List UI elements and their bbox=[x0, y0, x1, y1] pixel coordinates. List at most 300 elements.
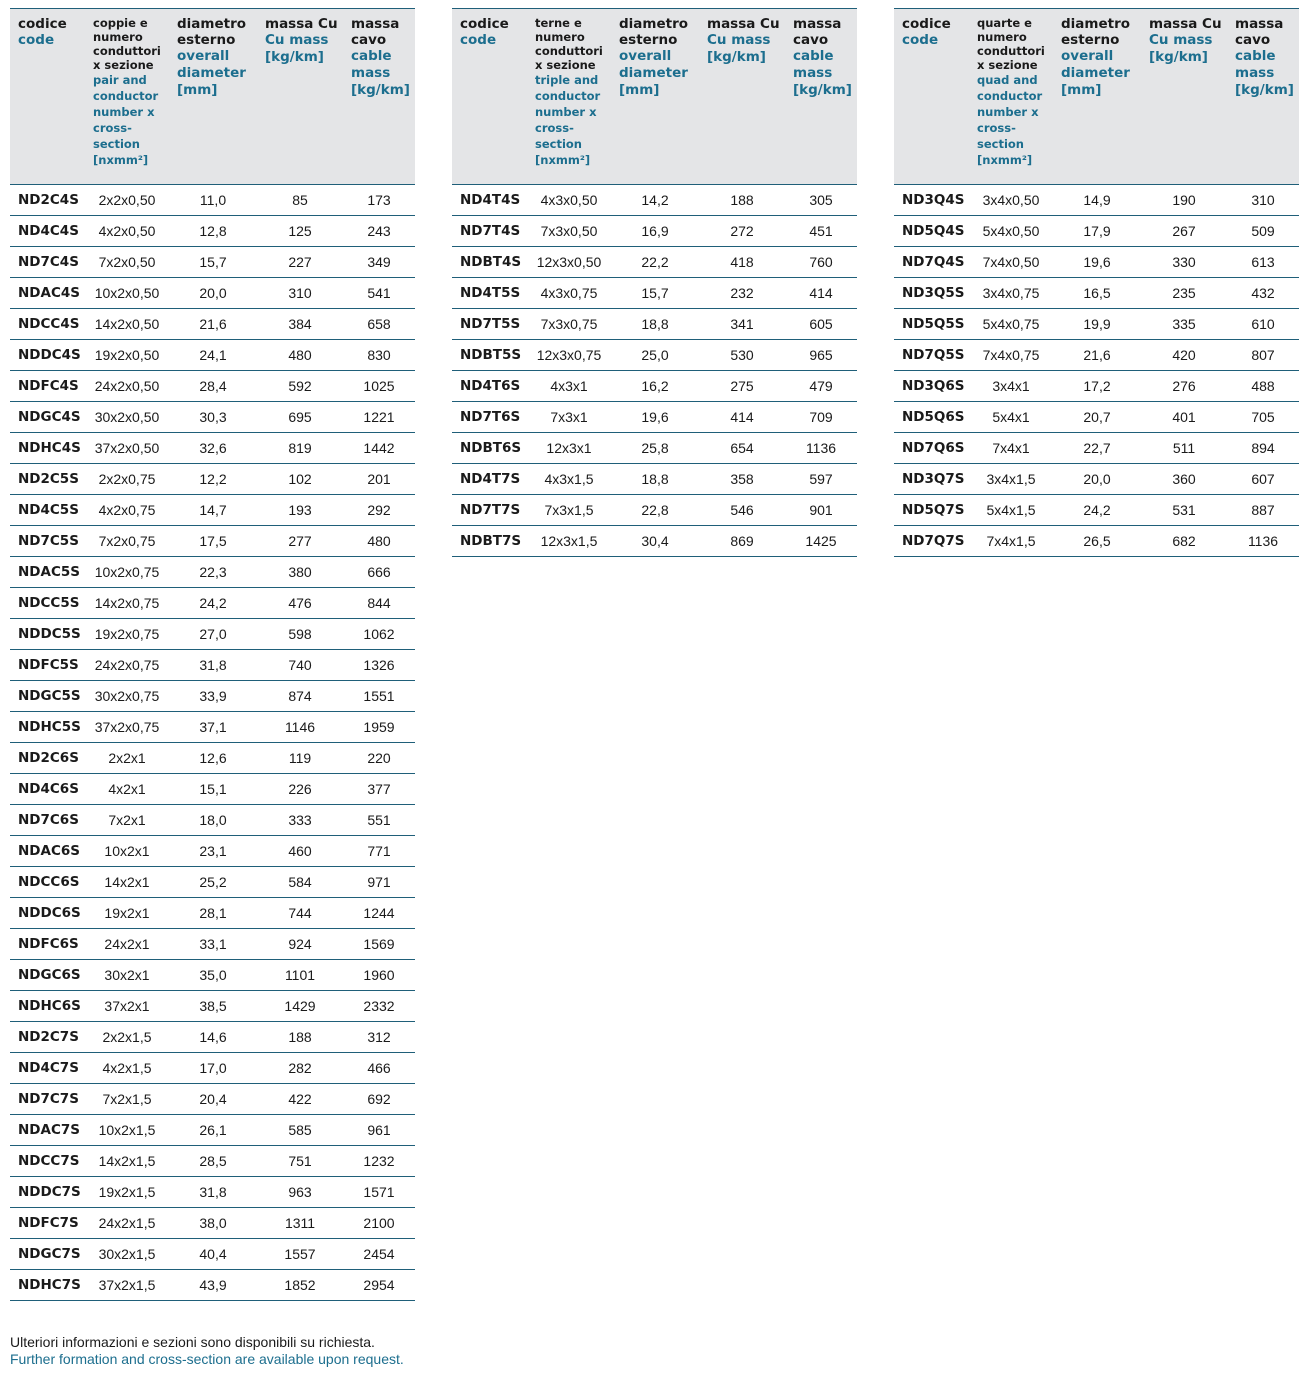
cell-composition: 37x2x1,5 bbox=[85, 1270, 169, 1301]
cell-cu-mass: 401 bbox=[1141, 402, 1227, 433]
header-row bbox=[894, 9, 1299, 185]
table-row bbox=[894, 402, 1299, 433]
cell-cu-mass: 335 bbox=[1141, 309, 1227, 340]
footer-note-en: Further formation and cross-section are available upon request. bbox=[10, 1351, 404, 1367]
cell-code: ND5Q7S bbox=[894, 495, 969, 526]
cell-diameter: 20,7 bbox=[1053, 402, 1141, 433]
cell-composition: 7x3x1,5 bbox=[527, 495, 611, 526]
cell-code: ND4T5S bbox=[452, 278, 527, 309]
cell-cu-mass: 125 bbox=[257, 216, 343, 247]
cell-composition: 10x2x1 bbox=[85, 836, 169, 867]
cell-cable-mass: 1551 bbox=[343, 681, 415, 712]
cell-code: NDDC7S bbox=[10, 1177, 85, 1208]
cell-cable-mass: 597 bbox=[785, 464, 857, 495]
cell-cable-mass: 1442 bbox=[343, 433, 415, 464]
cell-cable-mass: 2100 bbox=[343, 1208, 415, 1239]
cell-cable-mass: 887 bbox=[1227, 495, 1299, 526]
cell-composition: 14x2x1,5 bbox=[85, 1146, 169, 1177]
cell-composition: 4x2x1 bbox=[85, 774, 169, 805]
header-cu-mass-it: massa Cu bbox=[265, 16, 338, 32]
cell-cable-mass: 509 bbox=[1227, 216, 1299, 247]
cell-diameter: 43,9 bbox=[169, 1270, 257, 1301]
header-code bbox=[10, 9, 85, 185]
table-row bbox=[452, 402, 857, 433]
header-cu-mass-en: Cu mass [kg/km] bbox=[265, 32, 329, 65]
cell-code: NDDC5S bbox=[10, 619, 85, 650]
table-row bbox=[10, 1022, 415, 1053]
cell-code: NDCC6S bbox=[10, 867, 85, 898]
table-row bbox=[10, 712, 415, 743]
cell-code: ND2C7S bbox=[10, 1022, 85, 1053]
cell-diameter: 28,5 bbox=[169, 1146, 257, 1177]
cell-code: ND4C6S bbox=[10, 774, 85, 805]
cell-code: NDFC7S bbox=[10, 1208, 85, 1239]
cell-code: ND7Q6S bbox=[894, 433, 969, 464]
cell-diameter: 31,8 bbox=[169, 650, 257, 681]
cell-diameter: 20,4 bbox=[169, 1084, 257, 1115]
cell-diameter: 23,1 bbox=[169, 836, 257, 867]
table-row bbox=[894, 526, 1299, 557]
cell-code: NDCC5S bbox=[10, 588, 85, 619]
header-cu-mass bbox=[1141, 9, 1227, 185]
header-cu-mass-it: massa Cu bbox=[1149, 16, 1222, 32]
cell-diameter: 18,8 bbox=[611, 309, 699, 340]
footer-note-it: Ulteriori informazioni e sezioni sono disponibili su richiesta. bbox=[10, 1334, 375, 1350]
table-row bbox=[10, 216, 415, 247]
cell-diameter: 17,5 bbox=[169, 526, 257, 557]
cell-cable-mass: 771 bbox=[343, 836, 415, 867]
cell-composition: 19x2x0,50 bbox=[85, 340, 169, 371]
cell-code: NDFC4S bbox=[10, 371, 85, 402]
cell-diameter: 26,1 bbox=[169, 1115, 257, 1146]
cell-diameter: 24,2 bbox=[169, 588, 257, 619]
header-cable-mass-en: cable mass [kg/km] bbox=[793, 48, 852, 98]
table-row bbox=[10, 650, 415, 681]
cell-diameter: 37,1 bbox=[169, 712, 257, 743]
cell-cable-mass: 292 bbox=[343, 495, 415, 526]
cell-composition: 7x3x0,50 bbox=[527, 216, 611, 247]
cell-cable-mass: 432 bbox=[1227, 278, 1299, 309]
cell-cable-mass: 312 bbox=[343, 1022, 415, 1053]
header-cu-mass-en: Cu mass [kg/km] bbox=[1149, 32, 1213, 65]
cell-cu-mass: 695 bbox=[257, 402, 343, 433]
cell-composition: 30x2x1 bbox=[85, 960, 169, 991]
cell-diameter: 32,6 bbox=[169, 433, 257, 464]
cell-code: ND7T6S bbox=[452, 402, 527, 433]
cell-composition: 14x2x1 bbox=[85, 867, 169, 898]
cell-cable-mass: 961 bbox=[343, 1115, 415, 1146]
cell-cable-mass: 844 bbox=[343, 588, 415, 619]
cell-diameter: 14,7 bbox=[169, 495, 257, 526]
table-row bbox=[10, 836, 415, 867]
cell-cable-mass: 488 bbox=[1227, 371, 1299, 402]
header-composition-en: pair and conductor number x cross-section [nxmm²] bbox=[93, 73, 159, 167]
cell-composition: 4x3x0,50 bbox=[527, 185, 611, 216]
cell-composition: 7x2x1,5 bbox=[85, 1084, 169, 1115]
cell-cu-mass: 226 bbox=[257, 774, 343, 805]
cell-diameter: 22,3 bbox=[169, 557, 257, 588]
cell-cu-mass: 272 bbox=[699, 216, 785, 247]
cell-code: ND7T4S bbox=[452, 216, 527, 247]
cell-diameter: 30,4 bbox=[611, 526, 699, 557]
cell-code: ND4C7S bbox=[10, 1053, 85, 1084]
cell-cu-mass: 1146 bbox=[257, 712, 343, 743]
cell-cable-mass: 1244 bbox=[343, 898, 415, 929]
table-row bbox=[894, 464, 1299, 495]
cell-composition: 7x4x0,75 bbox=[969, 340, 1053, 371]
table-row bbox=[452, 216, 857, 247]
cell-code: NDAC7S bbox=[10, 1115, 85, 1146]
cell-code: ND2C5S bbox=[10, 464, 85, 495]
header-cable-mass bbox=[1227, 9, 1299, 185]
cell-code: NDGC4S bbox=[10, 402, 85, 433]
cell-cable-mass: 2954 bbox=[343, 1270, 415, 1301]
cell-composition: 7x2x1 bbox=[85, 805, 169, 836]
cell-cable-mass: 760 bbox=[785, 247, 857, 278]
table-row bbox=[10, 1146, 415, 1177]
header-code-it: codice bbox=[460, 16, 509, 32]
cell-cu-mass: 193 bbox=[257, 495, 343, 526]
header-cu-mass bbox=[699, 9, 785, 185]
cell-diameter: 11,0 bbox=[169, 185, 257, 216]
cell-composition: 10x2x0,75 bbox=[85, 557, 169, 588]
cell-diameter: 21,6 bbox=[1053, 340, 1141, 371]
table-row bbox=[10, 619, 415, 650]
cell-cable-mass: 607 bbox=[1227, 464, 1299, 495]
cell-cu-mass: 333 bbox=[257, 805, 343, 836]
table-row bbox=[452, 464, 857, 495]
cell-code: NDDC6S bbox=[10, 898, 85, 929]
cell-code: ND5Q4S bbox=[894, 216, 969, 247]
cell-cable-mass: 1025 bbox=[343, 371, 415, 402]
header-cu-mass bbox=[257, 9, 343, 185]
cell-code: ND7C6S bbox=[10, 805, 85, 836]
cell-composition: 4x3x1 bbox=[527, 371, 611, 402]
cell-diameter: 17,0 bbox=[169, 1053, 257, 1084]
table-row bbox=[452, 433, 857, 464]
cell-code: ND4C4S bbox=[10, 216, 85, 247]
cell-diameter: 38,0 bbox=[169, 1208, 257, 1239]
header-diameter-en: overall diameter [mm] bbox=[1061, 48, 1130, 98]
cell-composition: 4x2x1,5 bbox=[85, 1053, 169, 1084]
cell-code: NDAC5S bbox=[10, 557, 85, 588]
table-row bbox=[452, 185, 857, 216]
cell-cable-mass: 349 bbox=[343, 247, 415, 278]
cell-diameter: 15,1 bbox=[169, 774, 257, 805]
cell-cu-mass: 751 bbox=[257, 1146, 343, 1177]
cell-cu-mass: 341 bbox=[699, 309, 785, 340]
cell-composition: 2x2x0,50 bbox=[85, 185, 169, 216]
cell-cable-mass: 610 bbox=[1227, 309, 1299, 340]
cell-code: ND7T5S bbox=[452, 309, 527, 340]
cell-cu-mass: 358 bbox=[699, 464, 785, 495]
cell-diameter: 28,4 bbox=[169, 371, 257, 402]
cell-composition: 5x4x1,5 bbox=[969, 495, 1053, 526]
cell-code: ND3Q6S bbox=[894, 371, 969, 402]
cell-cable-mass: 965 bbox=[785, 340, 857, 371]
cell-cable-mass: 480 bbox=[343, 526, 415, 557]
cell-cu-mass: 418 bbox=[699, 247, 785, 278]
table-row bbox=[452, 371, 857, 402]
table-row bbox=[10, 495, 415, 526]
cell-cu-mass: 511 bbox=[1141, 433, 1227, 464]
table-quads bbox=[894, 8, 1299, 557]
table-body bbox=[10, 185, 415, 1301]
cell-code: NDGC7S bbox=[10, 1239, 85, 1270]
cell-composition: 14x2x0,75 bbox=[85, 588, 169, 619]
cell-cu-mass: 360 bbox=[1141, 464, 1227, 495]
table-row bbox=[10, 557, 415, 588]
cell-composition: 19x2x0,75 bbox=[85, 619, 169, 650]
cell-diameter: 20,0 bbox=[169, 278, 257, 309]
cell-code: NDBT5S bbox=[452, 340, 527, 371]
header-code-en: code bbox=[460, 32, 497, 48]
header-code-it: codice bbox=[18, 16, 67, 32]
header-cu-mass-en: Cu mass [kg/km] bbox=[707, 32, 771, 65]
cell-code: NDGC5S bbox=[10, 681, 85, 712]
cell-diameter: 28,1 bbox=[169, 898, 257, 929]
cell-composition: 7x2x0,50 bbox=[85, 247, 169, 278]
header-diameter bbox=[169, 9, 257, 185]
header-code bbox=[452, 9, 527, 185]
cell-cu-mass: 414 bbox=[699, 402, 785, 433]
header-composition bbox=[969, 9, 1053, 185]
table-row bbox=[452, 247, 857, 278]
table-row bbox=[10, 960, 415, 991]
cell-cable-mass: 1062 bbox=[343, 619, 415, 650]
header-composition-it: quarte e numero conduttori x sezione bbox=[977, 16, 1045, 72]
cell-code: NDBT6S bbox=[452, 433, 527, 464]
header-code-en: code bbox=[18, 32, 55, 48]
cell-code: ND7Q4S bbox=[894, 247, 969, 278]
table-pairs bbox=[10, 8, 415, 1301]
cell-cable-mass: 666 bbox=[343, 557, 415, 588]
cell-diameter: 21,6 bbox=[169, 309, 257, 340]
table-row bbox=[452, 278, 857, 309]
header-composition bbox=[85, 9, 169, 185]
cell-cu-mass: 188 bbox=[699, 185, 785, 216]
cell-diameter: 22,7 bbox=[1053, 433, 1141, 464]
header-composition-it: coppie e numero conduttori x sezione bbox=[93, 16, 161, 72]
cell-cable-mass: 1571 bbox=[343, 1177, 415, 1208]
table-row bbox=[894, 247, 1299, 278]
cell-composition: 7x4x1 bbox=[969, 433, 1053, 464]
table-row bbox=[10, 340, 415, 371]
cell-cu-mass: 874 bbox=[257, 681, 343, 712]
cell-cu-mass: 420 bbox=[1141, 340, 1227, 371]
table-row bbox=[10, 774, 415, 805]
table-row bbox=[894, 495, 1299, 526]
cell-code: NDHC6S bbox=[10, 991, 85, 1022]
table-row bbox=[10, 247, 415, 278]
table-row bbox=[10, 898, 415, 929]
cell-diameter: 19,6 bbox=[611, 402, 699, 433]
cell-cu-mass: 530 bbox=[699, 340, 785, 371]
cell-cu-mass: 282 bbox=[257, 1053, 343, 1084]
cell-composition: 4x2x0,50 bbox=[85, 216, 169, 247]
cell-cu-mass: 654 bbox=[699, 433, 785, 464]
cell-composition: 30x2x1,5 bbox=[85, 1239, 169, 1270]
cell-cu-mass: 740 bbox=[257, 650, 343, 681]
header-row bbox=[10, 9, 415, 185]
cell-diameter: 31,8 bbox=[169, 1177, 257, 1208]
cell-composition: 3x4x1 bbox=[969, 371, 1053, 402]
cell-cu-mass: 330 bbox=[1141, 247, 1227, 278]
cell-diameter: 33,9 bbox=[169, 681, 257, 712]
table-row bbox=[894, 371, 1299, 402]
cell-composition: 10x2x1,5 bbox=[85, 1115, 169, 1146]
table-triples bbox=[452, 8, 857, 557]
cell-cu-mass: 235 bbox=[1141, 278, 1227, 309]
cell-diameter: 20,0 bbox=[1053, 464, 1141, 495]
table-row bbox=[10, 402, 415, 433]
cell-code: NDAC6S bbox=[10, 836, 85, 867]
cell-composition: 37x2x1 bbox=[85, 991, 169, 1022]
cell-diameter: 16,2 bbox=[611, 371, 699, 402]
cell-composition: 12x3x1 bbox=[527, 433, 611, 464]
table-body bbox=[452, 185, 857, 557]
table-row bbox=[10, 743, 415, 774]
cell-cable-mass: 709 bbox=[785, 402, 857, 433]
cell-cu-mass: 380 bbox=[257, 557, 343, 588]
cell-code: ND4T4S bbox=[452, 185, 527, 216]
cell-cable-mass: 692 bbox=[343, 1084, 415, 1115]
table-row bbox=[10, 526, 415, 557]
table-row bbox=[894, 433, 1299, 464]
cell-diameter: 16,5 bbox=[1053, 278, 1141, 309]
header-cable-mass bbox=[343, 9, 415, 185]
cell-cu-mass: 384 bbox=[257, 309, 343, 340]
table-body bbox=[894, 185, 1299, 557]
cell-cu-mass: 963 bbox=[257, 1177, 343, 1208]
table-row bbox=[10, 681, 415, 712]
cell-composition: 5x4x0,50 bbox=[969, 216, 1053, 247]
cell-composition: 12x3x0,50 bbox=[527, 247, 611, 278]
cell-cable-mass: 1232 bbox=[343, 1146, 415, 1177]
cell-cable-mass: 613 bbox=[1227, 247, 1299, 278]
cell-cable-mass: 1221 bbox=[343, 402, 415, 433]
cell-cable-mass: 1425 bbox=[785, 526, 857, 557]
table-row bbox=[10, 1084, 415, 1115]
header-cable-mass bbox=[785, 9, 857, 185]
cell-diameter: 26,5 bbox=[1053, 526, 1141, 557]
table-row bbox=[894, 278, 1299, 309]
cell-code: ND7C4S bbox=[10, 247, 85, 278]
cell-diameter: 38,5 bbox=[169, 991, 257, 1022]
table-row bbox=[10, 278, 415, 309]
cell-cu-mass: 190 bbox=[1141, 185, 1227, 216]
cell-composition: 24x2x1,5 bbox=[85, 1208, 169, 1239]
cell-diameter: 27,0 bbox=[169, 619, 257, 650]
cell-cable-mass: 201 bbox=[343, 464, 415, 495]
cell-code: ND4T6S bbox=[452, 371, 527, 402]
cell-cu-mass: 1852 bbox=[257, 1270, 343, 1301]
table-row bbox=[452, 340, 857, 371]
header-cable-mass-en: cable mass [kg/km] bbox=[1235, 48, 1294, 98]
cell-cable-mass: 414 bbox=[785, 278, 857, 309]
cell-diameter: 33,1 bbox=[169, 929, 257, 960]
cell-cable-mass: 1326 bbox=[343, 650, 415, 681]
header-code-it: codice bbox=[902, 16, 951, 32]
table-row bbox=[10, 464, 415, 495]
cell-cable-mass: 305 bbox=[785, 185, 857, 216]
header-diameter-en: overall diameter [mm] bbox=[177, 48, 246, 98]
cell-cable-mass: 894 bbox=[1227, 433, 1299, 464]
cell-cu-mass: 480 bbox=[257, 340, 343, 371]
cell-composition: 19x2x1,5 bbox=[85, 1177, 169, 1208]
cell-cable-mass: 2332 bbox=[343, 991, 415, 1022]
cell-diameter: 24,2 bbox=[1053, 495, 1141, 526]
cell-code: ND5Q5S bbox=[894, 309, 969, 340]
header-cable-mass-it: massa cavo bbox=[1235, 16, 1284, 48]
cell-code: NDBT4S bbox=[452, 247, 527, 278]
cell-composition: 4x3x1,5 bbox=[527, 464, 611, 495]
cell-composition: 24x2x0,75 bbox=[85, 650, 169, 681]
cell-composition: 7x3x1 bbox=[527, 402, 611, 433]
cell-cu-mass: 422 bbox=[257, 1084, 343, 1115]
cell-code: ND4C5S bbox=[10, 495, 85, 526]
cell-cable-mass: 541 bbox=[343, 278, 415, 309]
cell-composition: 30x2x0,75 bbox=[85, 681, 169, 712]
header-code-en: code bbox=[902, 32, 939, 48]
cell-cable-mass: 1960 bbox=[343, 960, 415, 991]
cell-cu-mass: 531 bbox=[1141, 495, 1227, 526]
header-composition-en: triple and conductor number x cross-section [nxmm²] bbox=[535, 73, 601, 167]
cell-composition: 7x4x1,5 bbox=[969, 526, 1053, 557]
cell-composition: 7x3x0,75 bbox=[527, 309, 611, 340]
cell-code: NDCC7S bbox=[10, 1146, 85, 1177]
cell-composition: 10x2x0,50 bbox=[85, 278, 169, 309]
header-diameter-en: overall diameter [mm] bbox=[619, 48, 688, 98]
cell-cable-mass: 377 bbox=[343, 774, 415, 805]
cell-cable-mass: 451 bbox=[785, 216, 857, 247]
cell-composition: 5x4x0,75 bbox=[969, 309, 1053, 340]
cell-cable-mass: 971 bbox=[343, 867, 415, 898]
cell-code: NDHC5S bbox=[10, 712, 85, 743]
cell-cu-mass: 924 bbox=[257, 929, 343, 960]
cell-cable-mass: 173 bbox=[343, 185, 415, 216]
header-code bbox=[894, 9, 969, 185]
cell-cu-mass: 592 bbox=[257, 371, 343, 402]
cell-code: NDGC6S bbox=[10, 960, 85, 991]
cell-diameter: 25,2 bbox=[169, 867, 257, 898]
cell-cable-mass: 1569 bbox=[343, 929, 415, 960]
cell-diameter: 18,0 bbox=[169, 805, 257, 836]
cell-code: NDDC4S bbox=[10, 340, 85, 371]
table-row bbox=[10, 1053, 415, 1084]
table-row bbox=[894, 185, 1299, 216]
header-composition-en: quad and conductor number x cross-section [nxmm²] bbox=[977, 73, 1043, 167]
cell-cable-mass: 2454 bbox=[343, 1239, 415, 1270]
cell-cable-mass: 901 bbox=[785, 495, 857, 526]
cell-code: NDFC6S bbox=[10, 929, 85, 960]
cell-cable-mass: 807 bbox=[1227, 340, 1299, 371]
cell-code: ND7C5S bbox=[10, 526, 85, 557]
header-diameter bbox=[1053, 9, 1141, 185]
table-row bbox=[10, 1239, 415, 1270]
cell-composition: 2x2x1 bbox=[85, 743, 169, 774]
cell-cable-mass: 1136 bbox=[1227, 526, 1299, 557]
footer-note bbox=[10, 1334, 404, 1368]
header-composition bbox=[527, 9, 611, 185]
cell-cu-mass: 476 bbox=[257, 588, 343, 619]
cell-code: ND2C6S bbox=[10, 743, 85, 774]
cell-diameter: 22,2 bbox=[611, 247, 699, 278]
cell-cable-mass: 830 bbox=[343, 340, 415, 371]
cell-cu-mass: 819 bbox=[257, 433, 343, 464]
cell-diameter: 14,6 bbox=[169, 1022, 257, 1053]
cell-code: ND5Q6S bbox=[894, 402, 969, 433]
